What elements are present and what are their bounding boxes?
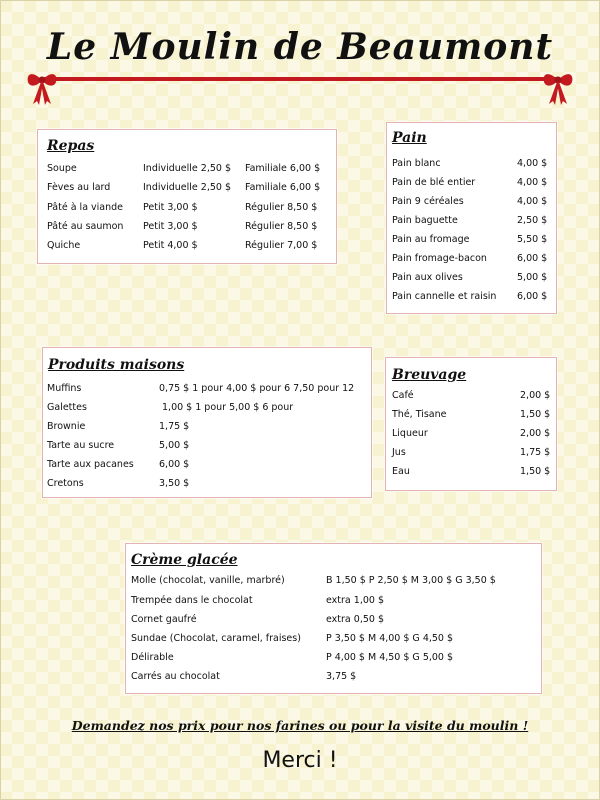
menu-row	[392, 196, 552, 210]
menu-row	[47, 221, 332, 235]
item-price-large: Régulier 8,50 $	[245, 221, 318, 232]
item-price: 5,00 $	[517, 272, 548, 283]
item-price-small: Petit 4,00 $	[143, 240, 198, 251]
item-name: Pain fromage-bacon	[392, 253, 487, 264]
repas-card	[37, 129, 337, 264]
item-name: Muffins	[47, 383, 82, 394]
item-price-small: Petit 3,00 $	[143, 221, 198, 232]
menu-row	[392, 234, 552, 248]
item-price: 6,00 $	[517, 253, 548, 264]
menu-row	[47, 402, 367, 416]
menu-row	[392, 447, 552, 461]
breuvage-card	[385, 357, 557, 491]
item-name: Tarte au sucre	[47, 440, 115, 451]
item-name: Jus	[392, 447, 406, 458]
menu-row	[392, 291, 552, 305]
item-price: 3,75 $	[326, 671, 357, 682]
menu-row	[392, 177, 552, 191]
menu-row	[47, 440, 367, 454]
item-name: Fèves au lard	[47, 182, 111, 193]
glace-title: Crème glacée	[131, 552, 238, 568]
menu-row	[392, 215, 552, 229]
menu-row	[47, 163, 332, 177]
menu-row	[47, 478, 367, 492]
menu-row	[47, 202, 332, 216]
item-name: Tarte aux pacanes	[47, 459, 134, 470]
item-name: Cretons	[47, 478, 84, 489]
item-name: Molle (chocolat, vanille, marbré)	[131, 575, 285, 586]
item-price: 1,75 $	[520, 447, 551, 458]
menu-row	[392, 253, 552, 267]
item-price-large: Régulier 7,00 $	[245, 240, 318, 251]
bow-right-icon	[540, 68, 576, 108]
red-ribbon	[40, 77, 560, 81]
menu-row	[392, 272, 552, 286]
item-name: Délirable	[131, 652, 174, 663]
item-price: 2,00 $	[520, 428, 551, 439]
item-name: Pain cannelle et raisin	[392, 291, 497, 302]
item-name: Thé, Tisane	[392, 409, 447, 420]
item-price: 2,50 $	[517, 215, 548, 226]
bow-left-icon	[24, 68, 60, 108]
item-name: Liqueur	[392, 428, 428, 439]
item-price: 3,50 $	[159, 478, 190, 489]
item-price: 1,50 $	[520, 409, 551, 420]
item-name: Café	[392, 390, 414, 401]
item-price-large: Régulier 8,50 $	[245, 202, 318, 213]
item-price-large: Familiale 6,00 $	[245, 182, 321, 193]
item-name: Trempée dans le chocolat	[131, 595, 253, 606]
menu-row	[392, 409, 552, 423]
item-price: 5,50 $	[517, 234, 548, 245]
item-name: Quiche	[47, 240, 81, 251]
repas-title: Repas	[47, 138, 95, 154]
item-name: Pain 9 céréales	[392, 196, 464, 207]
produits-title: Produits maisons	[48, 357, 185, 373]
menu-row	[131, 633, 536, 647]
menu-row	[392, 466, 552, 480]
menu-row	[131, 575, 536, 589]
item-name: Pain blanc	[392, 158, 441, 169]
breuvage-title: Breuvage	[392, 367, 467, 383]
item-name: Eau	[392, 466, 410, 477]
item-name: Pâté au saumon	[47, 221, 124, 232]
produits-card	[42, 347, 372, 498]
menu-row	[47, 383, 367, 397]
item-name: Pâté à la viande	[47, 202, 124, 213]
menu-row	[47, 459, 367, 473]
item-price: 1,00 $ 1 pour 5,00 $ 6 pour	[162, 402, 294, 413]
item-price: extra 0,50 $	[326, 614, 384, 625]
pain-title: Pain	[392, 130, 427, 146]
item-price: 5,00 $	[159, 440, 190, 451]
thanks-text: Merci !	[262, 748, 338, 773]
item-price: 4,00 $	[517, 158, 548, 169]
page-title: Le Moulin de Beaumont	[46, 26, 554, 68]
menu-row	[47, 421, 367, 435]
menu-row	[392, 390, 552, 404]
item-price: 0,75 $ 1 pour 4,00 $ pour 6 7,50 pour 12	[159, 383, 355, 394]
item-name: Pain aux olives	[392, 272, 463, 283]
item-price: 1,75 $	[159, 421, 190, 432]
item-price-small: Petit 3,00 $	[143, 202, 198, 213]
item-name: Soupe	[47, 163, 77, 174]
item-price: 4,00 $	[517, 177, 548, 188]
item-price-large: Familiale 6,00 $	[245, 163, 321, 174]
item-price-small: Individuelle 2,50 $	[143, 182, 232, 193]
menu-row	[392, 158, 552, 172]
pain-card	[386, 122, 557, 314]
item-name: Galettes	[47, 402, 87, 413]
item-name: Pain baguette	[392, 215, 458, 226]
menu-row	[131, 652, 536, 666]
footer-note: Demandez nos prix pour nos farines ou pour la visite du moulin !	[71, 718, 529, 733]
item-price: 1,50 $	[520, 466, 551, 477]
item-price: 2,00 $	[520, 390, 551, 401]
item-name: Brownie	[47, 421, 86, 432]
item-name: Cornet gaufré	[131, 614, 197, 625]
item-name: Pain au fromage	[392, 234, 470, 245]
menu-row	[47, 240, 332, 254]
item-price-small: Individuelle 2,50 $	[143, 163, 232, 174]
glace-card	[125, 543, 542, 694]
item-name: Pain de blé entier	[392, 177, 476, 188]
item-price: P 3,50 $ M 4,00 $ G 4,50 $	[326, 633, 454, 644]
item-price: 4,00 $	[517, 196, 548, 207]
menu-row	[47, 182, 332, 196]
menu-row	[131, 614, 536, 628]
item-name: Sundae (Chocolat, caramel, fraises)	[131, 633, 301, 644]
item-price: 6,00 $	[159, 459, 190, 470]
item-name: Carrés au chocolat	[131, 671, 220, 682]
menu-row	[131, 671, 536, 685]
item-price: P 4,00 $ M 4,50 $ G 5,00 $	[326, 652, 454, 663]
item-price: extra 1,00 $	[326, 595, 384, 606]
menu-row	[131, 595, 536, 609]
menu-row	[392, 428, 552, 442]
item-price: 6,00 $	[517, 291, 548, 302]
item-price: B 1,50 $ P 2,50 $ M 3,00 $ G 3,50 $	[326, 575, 496, 586]
